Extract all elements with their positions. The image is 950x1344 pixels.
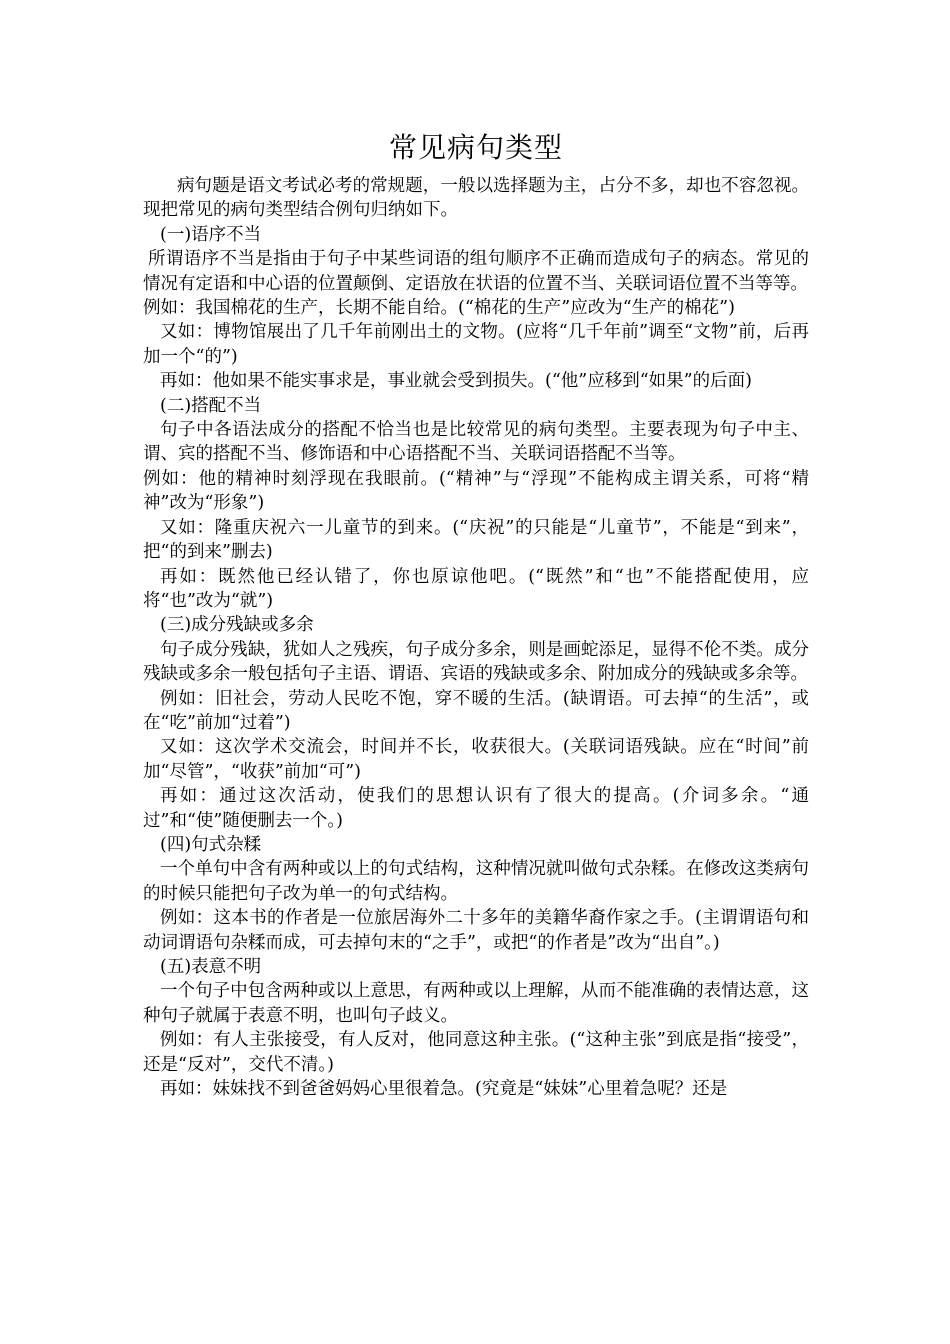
paragraph: (三)成分残缺或多余 xyxy=(160,615,314,636)
paragraph: 再如：妹妹找不到爸爸妈妈心里很着急。(究竟是“妹妹”心里着急呢？还是 xyxy=(160,1079,728,1100)
paragraph: 再如：既然他已经认错了，你也原谅他吧。(“既然”和“也”不能搭配使用，应将“也”改为“就”) xyxy=(143,566,809,611)
paragraph: 例如：他的精神时刻浮现在我眼前。(“精神”与“浮现”不能构成主谓关系，可将“精神”改为“形象”) xyxy=(143,468,809,514)
paragraph: 病句题是语文考试必考的常规题，一般以选择题为主，占分不多，却也不容忽视。现把常见的病句类型结合例句归纳如下。 xyxy=(143,176,809,221)
paragraph: 一个单句中含有两种或以上的句式结构，这种情况就叫做句式杂糅。在修改这类病句的时候只能把句子改为单一的句式结构。 xyxy=(143,859,809,904)
paragraph: 句子成分残缺，犹如人之残疾，句子成分多余，则是画蛇添足，显得不伦不类。成分残缺或多余一般包括句子主语、谓语、宾语的残缺或多余、附加成分的残缺或多余等。 xyxy=(143,639,809,685)
paragraph: (四)句式杂糅 xyxy=(160,834,262,855)
paragraph: 例如：有人主张接受，有人反对，他同意这种主张。(“这种主张”到底是指“接受”，还是“反对”，交代不清。) xyxy=(143,1030,809,1075)
paragraph: 所谓语序不当是指由于句子中某些词语的组句顺序不正确而造成句子的病态。常见的情况有定语和中心语的位置颠倒、定语放在状语的位置不当、关联词语位置不当等等。 xyxy=(143,249,809,294)
paragraph: 例如：我国棉花的生产，长期不能自给。(“棉花的生产”应改为“生产的棉花”) xyxy=(143,298,735,319)
paragraph: (二)搭配不当 xyxy=(160,395,262,416)
paragraph: 再如：他如果不能实事求是，事业就会受到损失。(“他”应移到“如果”的后面) xyxy=(160,371,752,392)
document-title: 常见病句类型 xyxy=(388,131,563,164)
paragraph: 例如：这本书的作者是一位旅居海外二十多年的美籍华裔作家之手。(主谓谓语句和动词谓语句杂糅而成，可去掉句末的“之手”，或把“的作者是”改为“出自”。) xyxy=(143,908,809,953)
paragraph: (五)表意不明 xyxy=(160,957,262,977)
paragraph: 一个句子中包含两种或以上意思，有两种或以上理解，从而不能准确的表情达意，这种句子就属于表意不明，也叫句子歧义。 xyxy=(143,981,809,1026)
paragraph: 又如：这次学术交流会，时间并不长，收获很大。(关联词语残缺。应在“时间”前加“尽管”，“收获”前加“可”) xyxy=(143,737,809,782)
paragraph: 又如：隆重庆祝六一儿童节的到来。(“庆祝”的只能是“儿童节”，不能是“到来”，把“的到来”删去) xyxy=(143,517,809,563)
document-body xyxy=(143,174,809,1101)
paragraph: (一)语序不当 xyxy=(160,224,262,245)
paragraph: 句子中各语法成分的搭配不恰当也是比较常见的病句类型。主要表现为句子中主、谓、宾的搭配不当、修饰语和中心语搭配不当、关联词语搭配不当等。 xyxy=(143,420,809,465)
paragraph: 又如：博物馆展出了几千年前刚出土的文物。(应将“几千年前”调至“文物”前，后再加一个“的”) xyxy=(143,322,809,367)
paragraph: 例如：旧社会，劳动人民吃不饱，穿不暖的生活。(缺谓语。可去掉“的生活”，或在“吃”前加“过着”) xyxy=(143,688,809,733)
paragraph: 再如：通过这次活动，使我们的思想认识有了很大的提高。(介词多余。“通过”和“使”随便删去一个。) xyxy=(143,786,809,831)
document-page xyxy=(143,128,809,1328)
